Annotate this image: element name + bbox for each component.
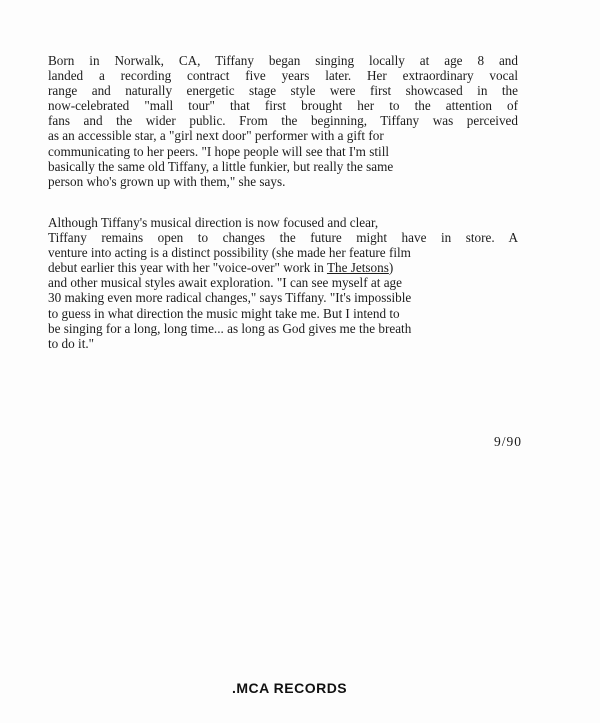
paragraph-line: be singing for a long, long time... as long as God gives me the breath [48,320,412,336]
paragraph-line: to do it." [48,335,95,351]
paragraph-line: communicating to her peers. "I hope people will see that I'm still [48,143,390,159]
paragraph-line: as an accessible star, a "girl next door" performer with a gift for [48,128,384,144]
paragraph-line: basically the same old Tiffany, a little funkier, but really the same [48,158,394,174]
line-text: debut earlier this year with her "voice-over" work in [48,260,327,276]
paragraph-line: range and naturally energetic stage style were first showcased in the [48,83,518,99]
line-text: ) [388,260,394,276]
paragraph-line: venture into acting is a distinct possibility (she made her feature film [48,245,411,261]
paragraph-line: Although Tiffany's musical direction is now focused and clear, [48,215,379,230]
paragraph-line: Born in Norwalk, CA, Tiffany began singing locally at age 8 and [48,53,518,68]
release-date: 9/90 [493,434,522,449]
paragraph-line: fans and the wider public. From the beginning, Tiffany was perceived [48,113,518,129]
mca-records-logo: .MCA RECORDS [232,680,348,696]
movie-title: The Jetsons [326,260,389,276]
paragraph-line: person who's grown up with them," she says. [48,173,286,189]
paragraph-line: now-celebrated "mall tour" that first brought her to the attention of [48,98,518,114]
paragraph-line: landed a recording contract five years later. Her extraordinary vocal [48,68,518,84]
biography-paragraph-2 [48,215,518,351]
paragraph-line: and other musical styles await exploration. "I can see myself at age [48,275,402,291]
paragraph-line: to guess in what direction the music might take me. But I intend to [48,305,400,321]
paragraph-line [48,260,518,275]
paragraph-line: 30 making even more radical changes," says Tiffany. "It's impossible [48,290,412,306]
paragraph-line: Tiffany remains open to changes the future might have in store. A [48,230,518,246]
biography-paragraph-1 [48,53,518,189]
